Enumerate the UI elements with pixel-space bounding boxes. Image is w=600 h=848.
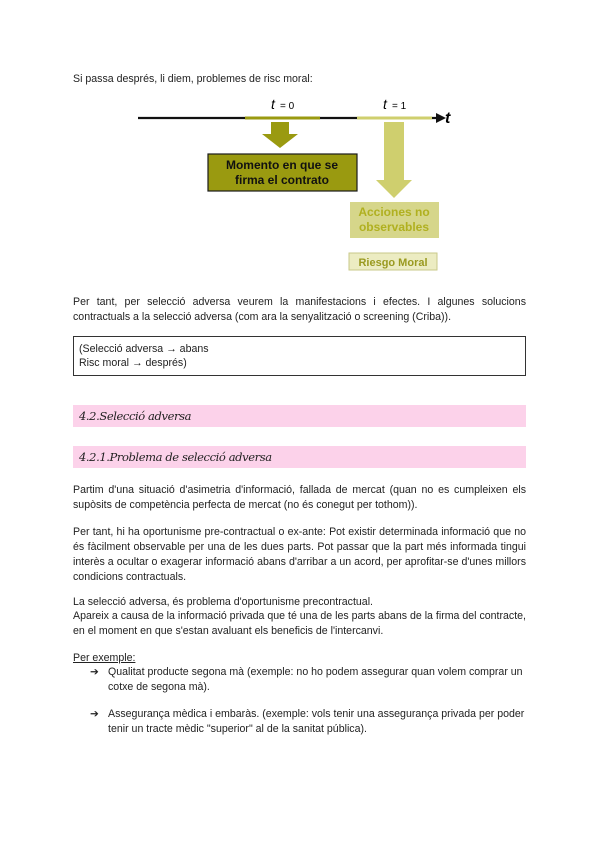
list-item-text: Assegurança mèdica i embaràs. (exemple: vols tenir una assegurança privada per poder tenir un tracte mèdic "superior" al de la sanitat pública). (108, 708, 525, 735)
list-item (90, 665, 526, 695)
list-item-text: Qualitat producte segona mà (exemple: no ho podem assegurar quan volem comprar un cotxe de segona mà). (108, 666, 523, 693)
t1-label-val: = 1 (392, 101, 407, 112)
paragraph-4a: La selecció adversa, és problema d'oportunisme precontractual. (73, 596, 373, 608)
section-heading-4-2-1: 4.2.1.Problema de selecció adversa (73, 446, 526, 468)
timeline-diagram (0, 90, 600, 280)
t1-label-var: t (383, 96, 387, 112)
t0-label-val: = 0 (280, 101, 295, 112)
t0-label-var: t (271, 96, 275, 112)
contract-moment-line1: Momento en que se (225, 158, 339, 172)
hidden-actions-line1: Acciones no (358, 205, 430, 219)
summary-line-2: Risc moral → després) (79, 357, 187, 369)
axis-label: t (445, 110, 451, 127)
summary-box (73, 336, 526, 376)
paragraph-2: Partim d'una situació d'asimetria d'informació, fallada de mercat (quan no es cumpleixen els supòsits de competència perfecta de mercat (no és conegut per tothom)). (73, 484, 526, 511)
down-arrow-icon (262, 122, 298, 148)
arrow-bullet-icon: ➔ (90, 708, 99, 720)
moral-hazard-label: Riesgo Moral (358, 257, 428, 269)
intro-text: Si passa després, li diem, problemes de risc moral: (73, 73, 313, 85)
section-heading-4-2: 4.2.Selecció adversa (73, 405, 526, 427)
example-heading: Per exemple: (73, 652, 136, 664)
hidden-actions-line2: observables (358, 220, 430, 234)
contract-moment-line2: firma el contrato (234, 173, 330, 187)
paragraph-3: Per tant, hi ha oportunisme pre-contractual o ex-ante: Pot existir determinada informació que no és fàcilment observable per una de les dues parts. Pot passar que la part més informada tingui interès a ocultar o exagerar informació abans d'arribar a un acord, per aprofitar-se d'unes millors condicions contractuals. (73, 526, 526, 583)
list-item (90, 707, 526, 737)
down-arrow-icon (376, 122, 412, 198)
summary-line-1: (Selecció adversa → abans (79, 343, 209, 355)
paragraph-4b: Apareix a causa de la informació privada que té una de les parts abans de la firma del contracte, en el moment en que s'estan avaluant els beneficis de l'intercanvi. (73, 610, 526, 637)
arrow-bullet-icon: ➔ (90, 666, 99, 678)
paragraph-1: Per tant, per selecció adversa veurem la manifestacions i efectes. I algunes solucions contractuals a la selecció adversa (com ara la senyalització o screening (Criba)). (73, 296, 526, 323)
